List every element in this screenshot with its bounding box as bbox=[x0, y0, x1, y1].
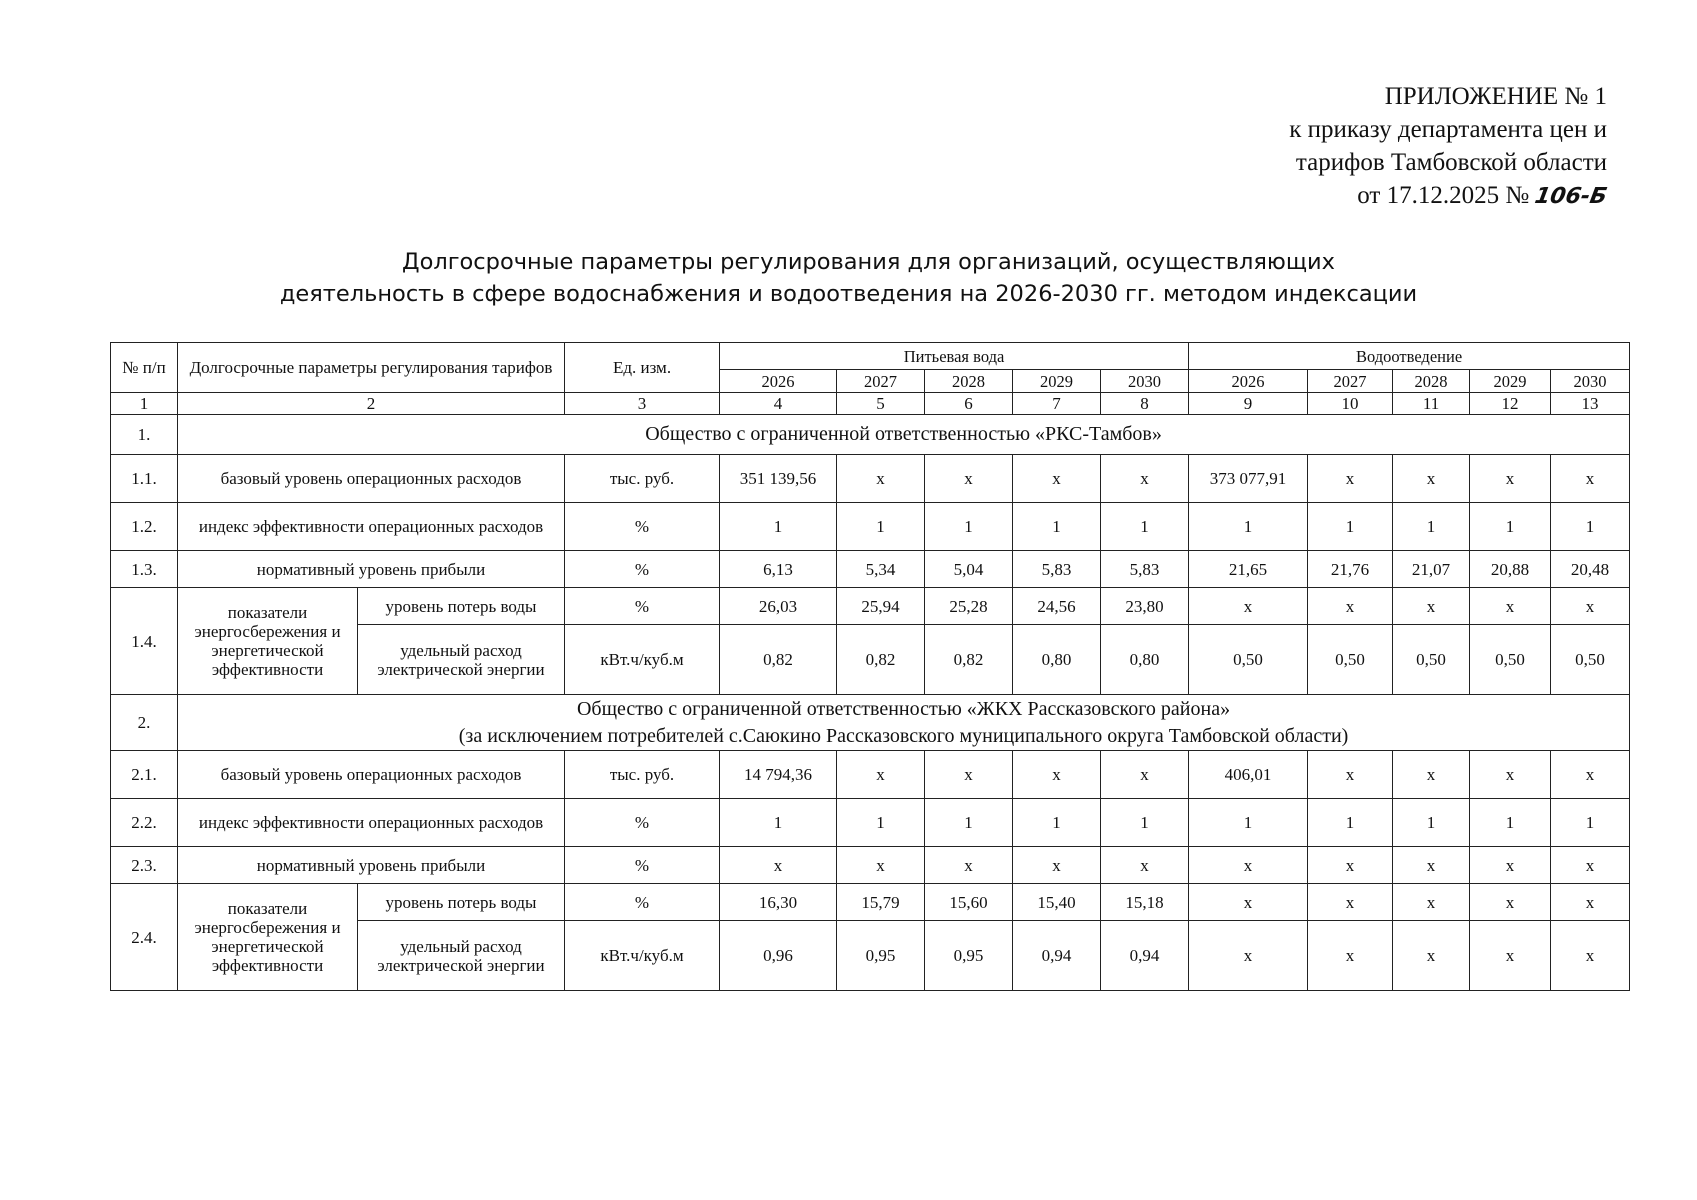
value-cell: 21,76 bbox=[1308, 551, 1393, 588]
value-cell: 0,50 bbox=[1551, 625, 1630, 695]
value-cell: х bbox=[1189, 847, 1308, 884]
value-cell: х bbox=[837, 455, 925, 503]
row-number: 2.2. bbox=[111, 799, 178, 847]
header-year: 2030 bbox=[1551, 370, 1630, 393]
table-row bbox=[111, 847, 1630, 884]
value-cell: 1 bbox=[1551, 799, 1630, 847]
unit-cell: кВт.ч/куб.м bbox=[565, 625, 720, 695]
row-number: 1.3. bbox=[111, 551, 178, 588]
value-cell: 5,04 bbox=[925, 551, 1013, 588]
value-cell: 1 bbox=[1470, 799, 1551, 847]
appendix-department-line: тарифов Тамбовской области bbox=[1295, 149, 1607, 176]
column-number: 10 bbox=[1308, 393, 1393, 415]
value-cell: 1 bbox=[1308, 799, 1393, 847]
column-number: 3 bbox=[565, 393, 720, 415]
value-cell: 14 794,36 bbox=[720, 751, 837, 799]
value-cell: 0,82 bbox=[720, 625, 837, 695]
section-number: 1. bbox=[111, 415, 178, 455]
organization-row bbox=[111, 415, 1630, 455]
value-cell: х bbox=[1101, 751, 1189, 799]
header-year: 2030 bbox=[1101, 370, 1189, 393]
unit-cell: % bbox=[565, 551, 720, 588]
value-cell: х bbox=[1393, 921, 1470, 991]
value-cell: 5,34 bbox=[837, 551, 925, 588]
value-cell: 15,18 bbox=[1101, 884, 1189, 921]
value-cell: 15,79 bbox=[837, 884, 925, 921]
row-number: 2.1. bbox=[111, 751, 178, 799]
document-title-line-2: деятельность в сфере водоснабжения и водоотведения на 2026-2030 гг. методом индексации bbox=[279, 281, 1418, 307]
column-numbers-row bbox=[111, 393, 1630, 415]
header-num: № п/п bbox=[111, 343, 178, 393]
organization-row bbox=[111, 695, 1630, 751]
value-cell: х bbox=[837, 847, 925, 884]
unit-cell: % bbox=[565, 847, 720, 884]
table-row bbox=[111, 551, 1630, 588]
value-cell: 406,01 bbox=[1189, 751, 1308, 799]
header-year: 2027 bbox=[837, 370, 925, 393]
value-cell: 21,07 bbox=[1393, 551, 1470, 588]
value-cell: 1 bbox=[720, 503, 837, 551]
table-row bbox=[111, 588, 1630, 625]
value-cell: 1 bbox=[1393, 503, 1470, 551]
value-cell: х bbox=[1551, 847, 1630, 884]
parameter-name: индекс эффективности операционных расходов bbox=[178, 503, 565, 551]
organization-note: (за исключением потребителей с.Саюкино Рассказовского муниципального округа Тамбовской области) bbox=[458, 724, 1349, 747]
appendix-date-line bbox=[1289, 179, 1610, 213]
header-year: 2027 bbox=[1308, 370, 1393, 393]
unit-cell: тыс. руб. bbox=[565, 455, 720, 503]
organization-name: Общество с ограниченной ответственностью «ЖКХ Рассказовского района» bbox=[576, 697, 1231, 720]
value-cell: х bbox=[1393, 751, 1470, 799]
value-cell: 5,83 bbox=[1101, 551, 1189, 588]
row-number: 2.3. bbox=[111, 847, 178, 884]
value-cell: х bbox=[1013, 847, 1101, 884]
header-drinking-water: Питьевая вода bbox=[720, 343, 1189, 370]
row-number: 2.4. bbox=[111, 884, 178, 991]
value-cell: 1 bbox=[1013, 503, 1101, 551]
header-row-1 bbox=[111, 343, 1630, 370]
value-cell: 1 bbox=[1013, 799, 1101, 847]
value-cell: 0,80 bbox=[1013, 625, 1101, 695]
value-cell: х bbox=[1013, 455, 1101, 503]
value-cell: х bbox=[1308, 751, 1393, 799]
value-cell: х bbox=[1308, 884, 1393, 921]
value-cell: 0,50 bbox=[1470, 625, 1551, 695]
row-number: 1.4. bbox=[111, 588, 178, 695]
table-row bbox=[111, 751, 1630, 799]
value-cell: 1 bbox=[837, 799, 925, 847]
column-number: 4 bbox=[720, 393, 837, 415]
appendix-order-line: к приказу департамента цен и bbox=[1289, 116, 1607, 143]
header-param: Долгосрочные параметры регулирования тарифов bbox=[178, 343, 565, 393]
value-cell: 23,80 bbox=[1101, 588, 1189, 625]
value-cell: х bbox=[1189, 884, 1308, 921]
appendix-date: от 17.12.2025 № bbox=[1357, 182, 1530, 209]
parameters-table bbox=[110, 342, 1630, 991]
value-cell: х bbox=[1470, 455, 1551, 503]
value-cell: х bbox=[1470, 751, 1551, 799]
header-year: 2028 bbox=[925, 370, 1013, 393]
value-cell: 26,03 bbox=[720, 588, 837, 625]
value-cell: х bbox=[1308, 921, 1393, 991]
value-cell: 0,96 bbox=[720, 921, 837, 991]
value-cell: 1 bbox=[1551, 503, 1630, 551]
value-cell: 351 139,56 bbox=[720, 455, 837, 503]
value-cell: х bbox=[1101, 455, 1189, 503]
value-cell: 0,82 bbox=[837, 625, 925, 695]
value-cell: 0,94 bbox=[1013, 921, 1101, 991]
column-number: 7 bbox=[1013, 393, 1101, 415]
value-cell: х bbox=[1308, 455, 1393, 503]
value-cell: 21,65 bbox=[1189, 551, 1308, 588]
value-cell: 1 bbox=[837, 503, 925, 551]
header-year: 2029 bbox=[1013, 370, 1101, 393]
value-cell: 0,50 bbox=[1393, 625, 1470, 695]
value-cell: 1 bbox=[925, 503, 1013, 551]
appendix-title: ПРИЛОЖЕНИЕ № 1 bbox=[1384, 83, 1607, 110]
value-cell: х bbox=[1308, 588, 1393, 625]
value-cell: 1 bbox=[1101, 503, 1189, 551]
indicator-group: показатели энергосбережения и энергетической эффективности bbox=[178, 588, 358, 695]
value-cell: 1 bbox=[1189, 799, 1308, 847]
appendix-header bbox=[1289, 80, 1610, 213]
value-cell: 20,88 bbox=[1470, 551, 1551, 588]
value-cell: х bbox=[1393, 588, 1470, 625]
value-cell: 1 bbox=[925, 799, 1013, 847]
value-cell: х bbox=[1551, 884, 1630, 921]
value-cell: х bbox=[1470, 921, 1551, 991]
value-cell: х bbox=[1470, 588, 1551, 625]
value-cell: х bbox=[1189, 588, 1308, 625]
header-year: 2028 bbox=[1393, 370, 1470, 393]
value-cell: 1 bbox=[1101, 799, 1189, 847]
section-number: 2. bbox=[111, 695, 178, 751]
unit-cell: кВт.ч/куб.м bbox=[565, 921, 720, 991]
unit-cell: % bbox=[565, 799, 720, 847]
value-cell: 1 bbox=[1470, 503, 1551, 551]
parameters-table-body bbox=[111, 343, 1630, 991]
document-title bbox=[0, 246, 1697, 310]
value-cell: х bbox=[1393, 847, 1470, 884]
value-cell: х bbox=[837, 751, 925, 799]
parameter-name: удельный расход электрической энергии bbox=[358, 625, 565, 695]
unit-cell: % bbox=[565, 588, 720, 625]
column-number: 11 bbox=[1393, 393, 1470, 415]
unit-cell: % bbox=[565, 884, 720, 921]
value-cell: 24,56 bbox=[1013, 588, 1101, 625]
value-cell: х bbox=[1393, 884, 1470, 921]
value-cell: 0,80 bbox=[1101, 625, 1189, 695]
value-cell: х bbox=[1101, 847, 1189, 884]
value-cell: 6,13 bbox=[720, 551, 837, 588]
value-cell: 0,82 bbox=[925, 625, 1013, 695]
value-cell: х bbox=[1470, 884, 1551, 921]
unit-cell: тыс. руб. bbox=[565, 751, 720, 799]
row-number: 1.1. bbox=[111, 455, 178, 503]
table-row bbox=[111, 455, 1630, 503]
value-cell: 1 bbox=[1189, 503, 1308, 551]
value-cell: 1 bbox=[1393, 799, 1470, 847]
value-cell: х bbox=[1013, 751, 1101, 799]
value-cell: х bbox=[925, 751, 1013, 799]
value-cell: 20,48 bbox=[1551, 551, 1630, 588]
value-cell: 0,95 bbox=[837, 921, 925, 991]
value-cell: х bbox=[925, 847, 1013, 884]
value-cell: х bbox=[1551, 921, 1630, 991]
header-year: 2029 bbox=[1470, 370, 1551, 393]
column-number: 9 bbox=[1189, 393, 1308, 415]
value-cell: 0,95 bbox=[925, 921, 1013, 991]
value-cell: х bbox=[1470, 847, 1551, 884]
value-cell: х bbox=[720, 847, 837, 884]
parameter-name: базовый уровень операционных расходов bbox=[178, 751, 565, 799]
column-number: 13 bbox=[1551, 393, 1630, 415]
column-number: 1 bbox=[111, 393, 178, 415]
parameter-name: базовый уровень операционных расходов bbox=[178, 455, 565, 503]
parameter-name: нормативный уровень прибыли bbox=[178, 847, 565, 884]
table-row bbox=[111, 799, 1630, 847]
column-number: 5 bbox=[837, 393, 925, 415]
value-cell: 16,30 bbox=[720, 884, 837, 921]
parameter-name: индекс эффективности операционных расходов bbox=[178, 799, 565, 847]
value-cell: 0,50 bbox=[1308, 625, 1393, 695]
table-row bbox=[111, 884, 1630, 921]
value-cell: х bbox=[1393, 455, 1470, 503]
header-unit: Ед. изм. bbox=[565, 343, 720, 393]
parameter-name: удельный расход электрической энергии bbox=[358, 921, 565, 991]
value-cell: х bbox=[1551, 588, 1630, 625]
column-number: 12 bbox=[1470, 393, 1551, 415]
value-cell: х bbox=[1189, 921, 1308, 991]
value-cell: х bbox=[1551, 455, 1630, 503]
header-year: 2026 bbox=[1189, 370, 1308, 393]
value-cell: х bbox=[925, 455, 1013, 503]
value-cell: 1 bbox=[720, 799, 837, 847]
column-number: 8 bbox=[1101, 393, 1189, 415]
header-year: 2026 bbox=[720, 370, 837, 393]
header-wastewater: Водоотведение bbox=[1189, 343, 1630, 370]
parameter-name: уровень потерь воды bbox=[358, 884, 565, 921]
handwritten-order-number: 106-Б bbox=[1532, 184, 1610, 209]
value-cell: 25,94 bbox=[837, 588, 925, 625]
parameter-name: уровень потерь воды bbox=[358, 588, 565, 625]
organization-name-cell bbox=[178, 695, 1630, 751]
value-cell: 373 077,91 bbox=[1189, 455, 1308, 503]
table-row bbox=[111, 503, 1630, 551]
indicator-group: показатели энергосбережения и энергетической эффективности bbox=[178, 884, 358, 991]
organization-name-cell bbox=[178, 415, 1630, 455]
parameter-name: нормативный уровень прибыли bbox=[178, 551, 565, 588]
value-cell: 0,50 bbox=[1189, 625, 1308, 695]
value-cell: 15,60 bbox=[925, 884, 1013, 921]
value-cell: 15,40 bbox=[1013, 884, 1101, 921]
value-cell: х bbox=[1308, 847, 1393, 884]
value-cell: х bbox=[1551, 751, 1630, 799]
row-number: 1.2. bbox=[111, 503, 178, 551]
column-number: 6 bbox=[925, 393, 1013, 415]
value-cell: 25,28 bbox=[925, 588, 1013, 625]
value-cell: 1 bbox=[1308, 503, 1393, 551]
column-number: 2 bbox=[178, 393, 565, 415]
organization-name: Общество с ограниченной ответственностью «РКС-Тамбов» bbox=[645, 423, 1162, 445]
value-cell: 0,94 bbox=[1101, 921, 1189, 991]
value-cell: 5,83 bbox=[1013, 551, 1101, 588]
unit-cell: % bbox=[565, 503, 720, 551]
document-title-line-1: Долгосрочные параметры регулирования для организаций, осуществляющих bbox=[401, 249, 1335, 275]
